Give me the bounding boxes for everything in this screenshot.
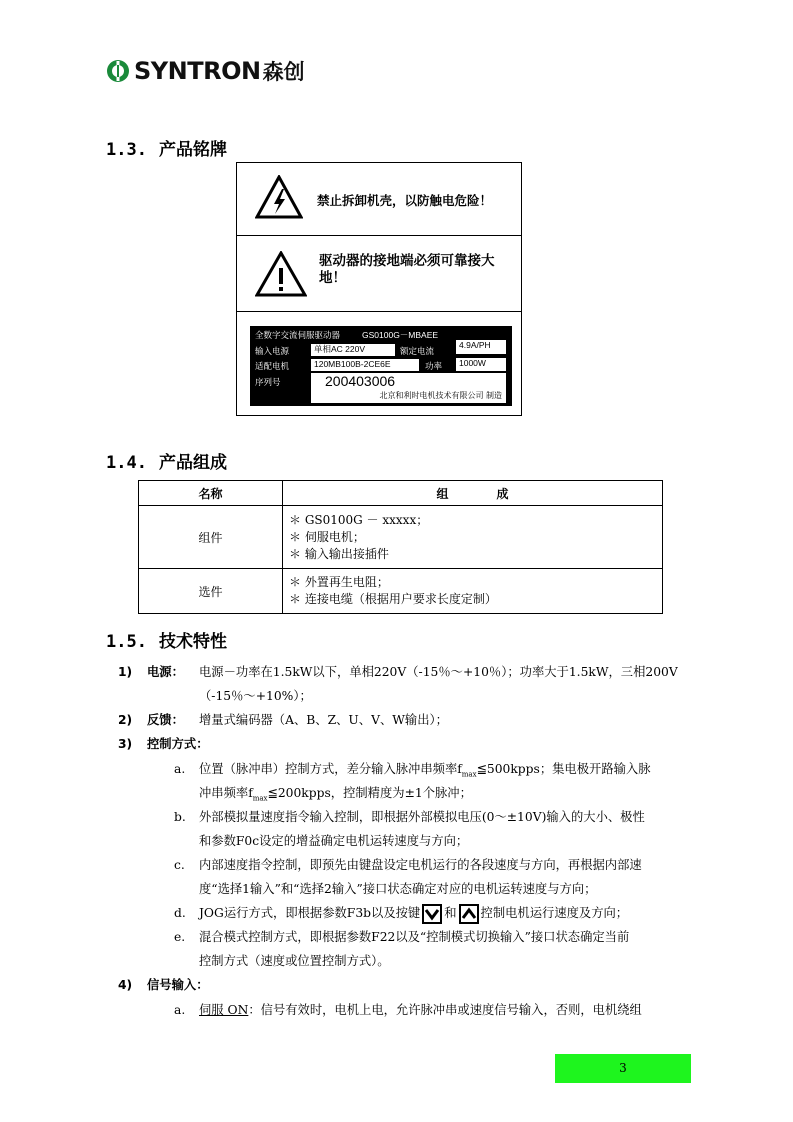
signal-a-letter: a. — [174, 1003, 186, 1017]
up-key-icon — [459, 904, 479, 924]
table-row — [139, 506, 663, 569]
sub-item-b-letter: b. — [174, 810, 186, 824]
section-heading-1-5: 1.5. 技术特性 — [106, 632, 227, 652]
list-item: ＊ GS0100G － xxxxx； — [289, 512, 429, 527]
syntron-logo-icon — [106, 59, 130, 83]
item-3-label: 控制方式： — [147, 737, 209, 751]
plate-rated-value: 4.9A/PH — [456, 340, 506, 354]
item-1-text: 电源－功率在1.5kW以下，单相220V（-15％～+10％）；功率大于1.5kW，三相200V — [199, 665, 678, 679]
sub-item-a-letter: a. — [174, 762, 186, 776]
item-4-label: 信号输入： — [147, 978, 209, 992]
sub-item-e-line1: 混合模式控制方式，即根据参数F22以及“控制模式切换输入”接口状态确定当前 — [199, 930, 630, 944]
table-cell-name: 选件 — [139, 569, 283, 614]
sub-item-a-line2: 冲串频率$f_{max}≦200kpps$，控制精度为±1个脉冲； — [199, 786, 472, 803]
table-cell-name: 组件 — [139, 506, 283, 569]
list-item: ＊ 伺服电机； — [289, 529, 365, 544]
table-cell-items — [283, 569, 663, 614]
table-header-row — [139, 481, 663, 506]
plate-power-label: 功率 — [425, 362, 443, 372]
electric-hazard-icon — [255, 175, 303, 219]
signal-a-line: 伺服 ON：信号有效时，电机上电，允许脉冲串或速度信号输入，否则，电机绕组 — [199, 1003, 642, 1017]
table-row — [139, 569, 663, 614]
sub-item-c-line2: 度“选择1输入”和“选择2输入”接口状态确定对应的电机运转速度与方向； — [199, 882, 597, 896]
sub-item-c-line1: 内部速度指令控制，即预先由键盘设定电机运行的各段速度与方向，再根据内部速 — [199, 858, 642, 872]
plate-motor-label: 适配电机 — [255, 362, 290, 372]
table-cell-items — [283, 506, 663, 569]
plate-motor-value: 120MB100B-2CE6E — [311, 359, 419, 371]
item-4-number: 4) — [118, 978, 133, 992]
plate-rated-label: 额定电流 — [400, 347, 435, 357]
item-1-number: 1) — [118, 665, 133, 679]
warning-exclamation-icon — [255, 251, 307, 297]
item-1-label: 电源： — [147, 665, 184, 679]
item-2-label: 反馈： — [147, 713, 184, 727]
list-item: ＊ 输入输出接插件 — [289, 546, 389, 561]
list-item: ＊ 连接电缆（根据用户要求长度定制） — [289, 592, 497, 606]
sub-item-b-line1: 外部模拟量速度指令输入控制，即根据外部模拟电压(0～±10V)输入的大小、极性 — [199, 810, 645, 824]
warning-text-electric: 禁止拆卸机壳，以防触电危险！ — [317, 193, 493, 208]
plate-power-value: 1000W — [456, 358, 506, 371]
brand-name: SYNTRON — [134, 57, 261, 85]
sub-item-b-line2: 和参数F0c设定的增益确定电机运转速度与方向； — [199, 834, 469, 848]
table-header-composition: 组 成 — [283, 481, 663, 506]
plate-input-value: 单相AC 220V — [311, 344, 395, 356]
table-header-name: 名称 — [139, 481, 283, 506]
plate-serial-label: 序列号 — [255, 378, 281, 388]
plate-maker: 北京和利时电机技术有限公司 制造 — [311, 389, 506, 403]
item-2-number: 2) — [118, 713, 133, 727]
plate-serial-value: 200403006 — [311, 373, 506, 390]
rating-label-plate — [250, 326, 512, 406]
page-number: 3 — [555, 1054, 691, 1083]
plate-model-value: GS0100G－MBAEE — [362, 330, 439, 340]
composition-table — [138, 480, 663, 614]
sub-item-d-line: JOG运行方式，即根据参数F3b以及按键 和 控制电机运行速度及方向； — [199, 901, 628, 925]
item-1-text-cont: （-15％～+10%）； — [199, 689, 312, 703]
warning-row-electric — [237, 163, 521, 236]
plate-model-label: 全数字交流伺服驱动器 — [255, 331, 341, 341]
nameplate-figure — [236, 162, 522, 416]
sub-item-a-line1: 位置（脉冲串）控制方式，差分输入脉冲串频率$f_{max}≦500kpps$；集电极开路输入脉 — [199, 762, 651, 779]
item-2-text: 增量式编码器（A、B、Z、U、V、W输出）； — [199, 713, 448, 727]
warning-text-ground: 驱动器的接地端必须可靠接大地！ — [319, 253, 495, 286]
sub-item-d-letter: d. — [174, 906, 186, 920]
warning-row-ground — [237, 235, 521, 312]
down-key-icon — [422, 904, 442, 924]
item-3-number: 3) — [118, 737, 133, 751]
sub-item-c-letter: c. — [174, 858, 185, 872]
section-heading-1-4: 1.4. 产品组成 — [106, 453, 227, 473]
sub-item-e-line2: 控制方式（速度或位置控制方式）。 — [199, 954, 390, 968]
section-heading-1-3: 1.3. 产品铭牌 — [106, 140, 227, 160]
sub-item-e-letter: e. — [174, 930, 186, 944]
list-item: ＊ 外置再生电阻； — [289, 575, 389, 589]
plate-input-label: 输入电源 — [255, 347, 290, 357]
brand-name-cn: 森创 — [262, 60, 305, 84]
brand-logo — [106, 56, 305, 86]
